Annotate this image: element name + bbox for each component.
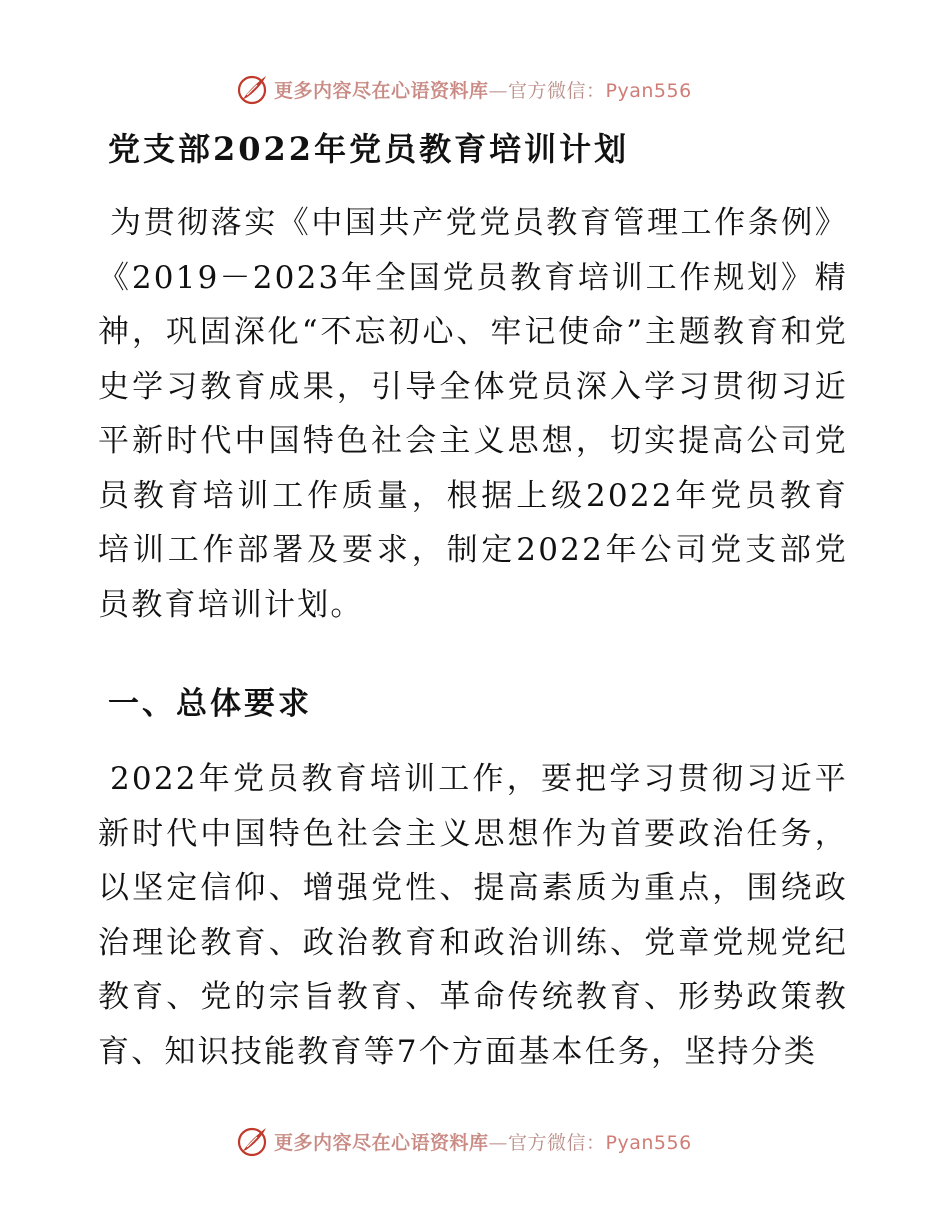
quill-logo-icon: [236, 1124, 270, 1158]
section-heading-general-requirements: 一、总体要求: [108, 686, 312, 722]
quill-logo-icon: [236, 72, 270, 106]
watermark-main: 更多内容尽在心语资料库: [274, 79, 489, 102]
watermark-header: [236, 72, 692, 106]
watermark-text: [274, 76, 692, 103]
intro-paragraph: 为贯彻落实《中国共产党党员教育管理工作条例》《2019－2023年全国党员教育培训工作规划》精神，巩固深化“不忘初心、牢记使命”主题教育和党史学习教育成果，引导全体党员深入学习贯彻习近平新时代中国特色社会主义思想，切实提高公司党员教育培训工作质量，根据上级2022年党员教育培训工作部署及要求，制定2022年公司党支部党员教育培训计划。: [98, 205, 848, 623]
watermark-wechat-id: Pyan556: [605, 79, 692, 102]
watermark-main: 更多内容尽在心语资料库: [274, 1131, 489, 1154]
document-title: 党支部2022年党员教育培训计划: [108, 130, 630, 168]
watermark-footer: [236, 1124, 692, 1158]
watermark-official-label: 官方微信：: [508, 79, 606, 102]
watermark-text: [274, 1128, 692, 1155]
watermark-wechat-id: Pyan556: [605, 1131, 692, 1154]
general-requirements-paragraph: 2022年党员教育培训工作，要把学习贯彻习近平新时代中国特色社会主义思想作为首要政治任务，以坚定信仰、增强党性、提高素质为重点，围绕政治理论教育、政治教育和政治训练、党章党规党纪教育、党的宗旨教育、革命传统教育、形势政策教育、知识技能教育等7个方面基本任务，坚持分类: [98, 761, 848, 1070]
watermark-separator: —: [488, 79, 509, 102]
watermark-separator: —: [488, 1131, 509, 1154]
watermark-official-label: 官方微信：: [508, 1131, 606, 1154]
